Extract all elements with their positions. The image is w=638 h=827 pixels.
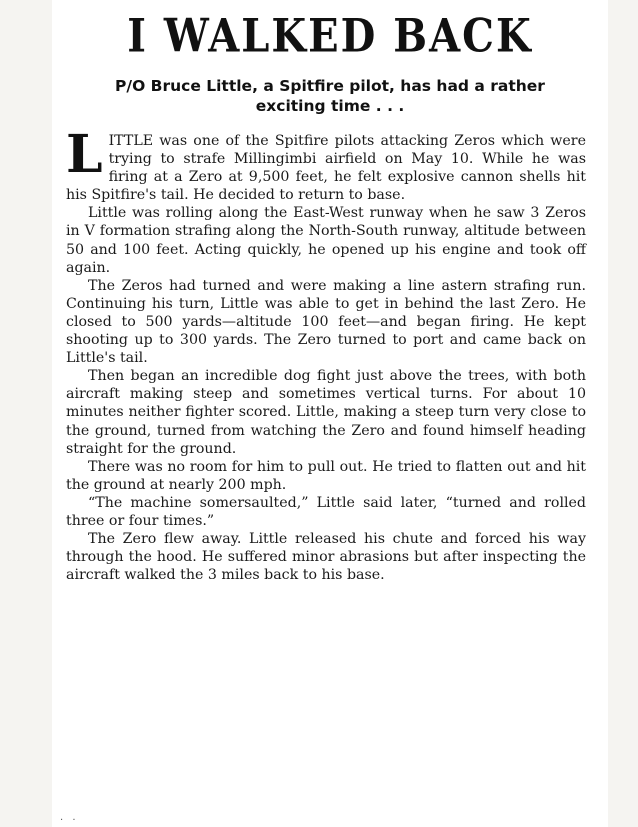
deck-subtitle: [66, 76, 594, 116]
paragraph-1-text: ITTLE was one of the Spitfire pilots attacking Zeros which were trying to strafe Millingimbi airfield on May 10. While he was firing at a Zero at 9,500 feet, he felt explosive cannon shells hit his Spitfire's tail. He decided to return to base.: [66, 133, 586, 204]
paragraph-6: “The machine somersaulted,” Little said later, “turned and rolled three or four times.”: [66, 494, 586, 529]
article-body: [66, 124, 586, 584]
paragraph-2: Little was rolling along the East-West runway when he saw 3 Zeros in V formation strafing along the North-South runway, altitude between 50 and 100 feet. Acting quickly, he opened up his engine and took off again.: [66, 205, 586, 276]
footer-mark: . .: [60, 812, 79, 823]
paragraph-5: There was no room for him to pull out. He tried to flatten out and hit the ground at nearly 200 mph.: [66, 458, 586, 493]
drop-cap: L: [66, 124, 103, 185]
deck-line-2: exciting time . . .: [255, 97, 405, 115]
deck-line-1: P/O Bruce Little, a Spitfire pilot, has had a rather: [115, 77, 545, 95]
paragraph-4: Then began an incredible dog fight just above the trees, with both aircraft making steep and sometimes vertical turns. For about 10 minutes neither fighter scored. Little, making a steep turn very close to the ground, turned from watching the Zero and found himself heading straight for the ground.: [66, 368, 586, 457]
paragraph-7: The Zero flew away. Little released his chute and forced his way through the hood. He suffered minor abrasions but after inspecting the aircraft walked the 3 miles back to his base.: [66, 531, 586, 584]
paragraph-3: The Zeros had turned and were making a line astern strafing run. Continuing his turn, Little was able to get in behind the last Zero. He closed to 500 yards—altitude 100 feet—and began firing. He kept shooting up to 300 yards. The Zero turned to port and came back on Little's tail.: [66, 277, 586, 367]
paragraph-1: [66, 124, 586, 204]
headline: I WALKED BACK: [127, 8, 533, 63]
